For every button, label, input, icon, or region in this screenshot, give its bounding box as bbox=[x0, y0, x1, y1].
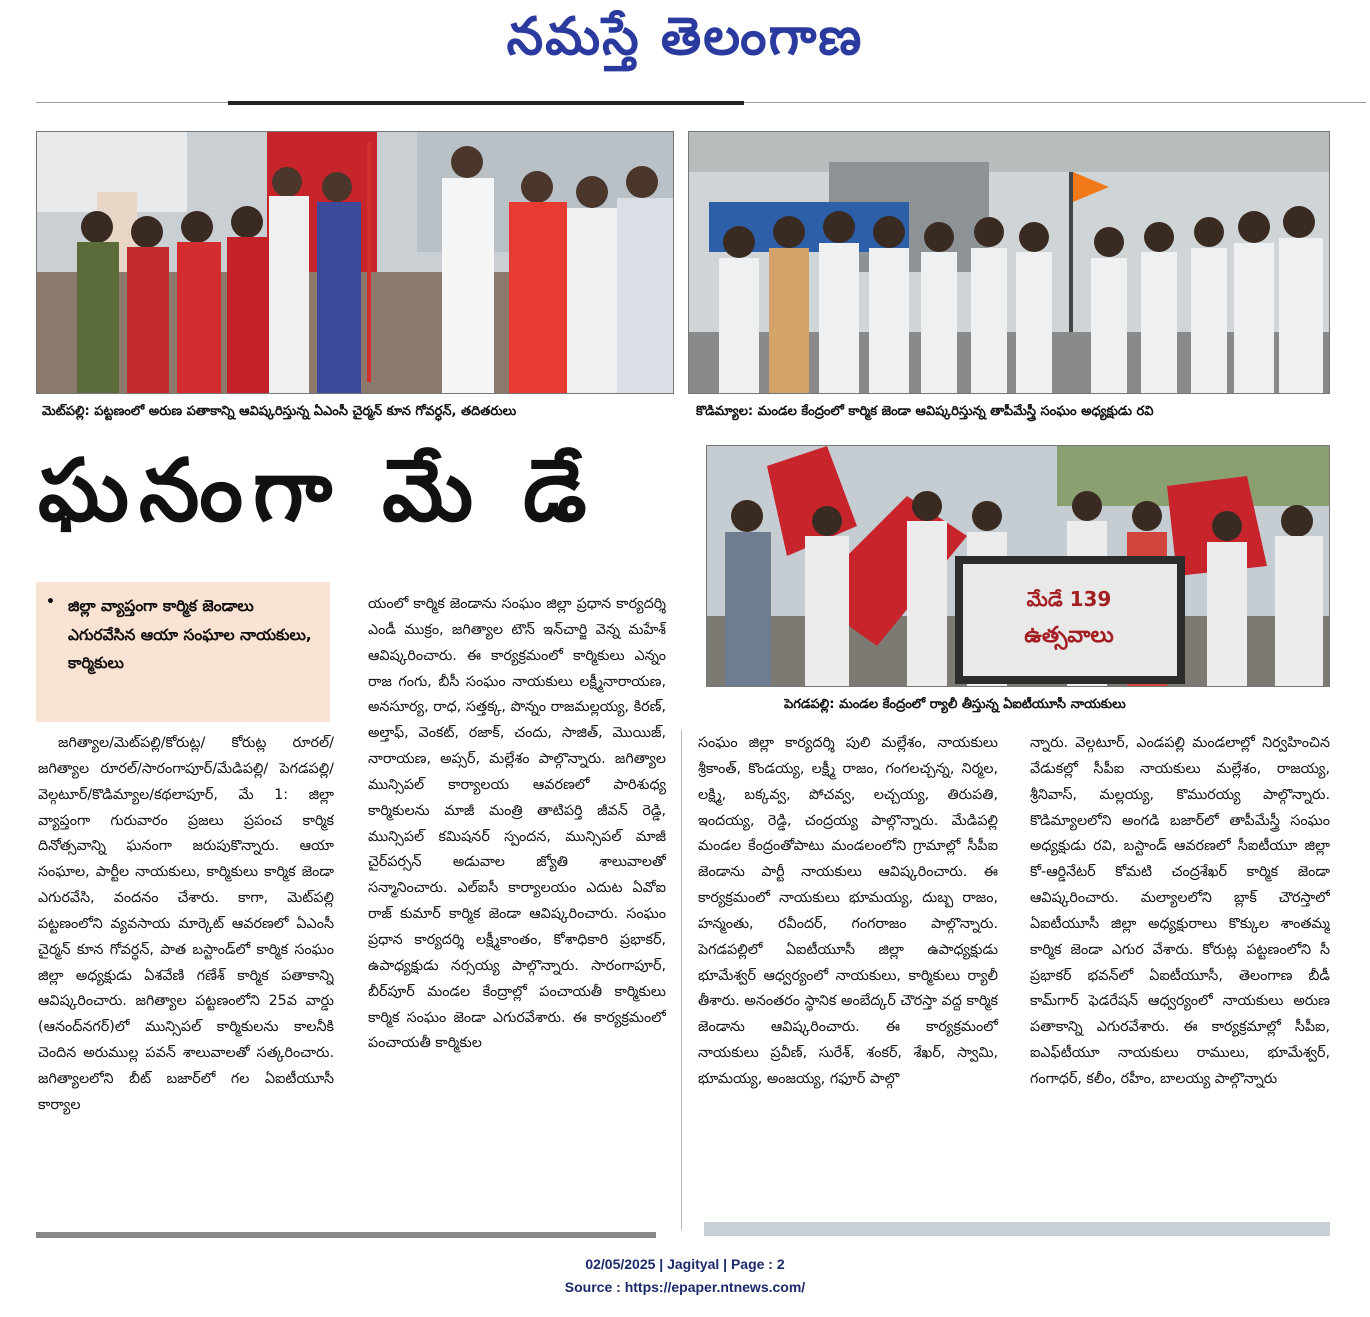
next-photo-strip bbox=[704, 1222, 1330, 1236]
masthead-logo: నమస్తే తెలంగాణ bbox=[506, 6, 864, 67]
caption-kodimyala: కొడిమ్యాల: మండల కేంద్రంలో కార్మిక జెండా ఆవిష్కరిస్తున్న తాపీమేస్త్రీ సంఘం అధ్యక్షుడు రవి bbox=[696, 404, 1154, 419]
bullet-icon: • bbox=[46, 594, 55, 610]
article-column-1: జగిత్యాల/మెట్‌పల్లి/కోరుట్ల/ కోరుట్ల రూరల్‌/ జగిత్యాల రూరల్‌/సారంగాపూర్‌/మేడిపల్లి/ పెగడపల్లి/వెల్గటూర్‌/కొడిమ్యాల/కథలాపూర్‌, మే 1: జిల్లా వ్యాప్తంగా గురువారం ప్రజలు ప్రపంచ కార్మిక దినోత్సవాన్ని ఘనంగా జరుపుకొన్నారు. ఆయా సంఘాల, పార్టీల నాయకులు, కార్మికులు కార్మిక జెండా ఎగురవేసి, వందనం చేశారు. కాగా, మెట్‌పల్లి పట్టణంలోని వ్యవసాయ మార్కెట్‌ ఆవరణలో ఏఎంసీ చైర్మన్‌ కూన గోవర్ధన్‌, పాత బస్టాండ్‌లో కార్మిక సంఘం జిల్లా అధ్యక్షుడు ఏశవేణి గణేశ్‌ కార్మిక పతాకాన్ని ఆవిష్కరించారు. జగిత్యాల పట్టణంలోని 25వ వార్డు (ఆనంద్‌నగర్‌)లో మున్సిపల్‌ కార్మికులను కాలనీకి చెందిన అరుముల్ల పవన్‌ శాలువాలతో సత్కరించారు. జగిత్యాలలోని బీట్‌ బజార్‌లో గల ఏఐటీయూసీ కార్యాల bbox=[38, 735, 334, 1113]
caption-pegadapalli: పెగడపల్లి: మండల కేంద్రంలో ర్యాలీ తీస్తున్న ఏఐటీయూసీ నాయకులు bbox=[784, 697, 1126, 712]
footer-source: Source : https://epaper.ntnews.com/ bbox=[564, 1279, 806, 1295]
next-article-strip bbox=[36, 1232, 656, 1238]
highlight-text: జిల్లా వ్యాప్తంగా కార్మిక జెండాలు ఎగురవేసిన ఆయా సంఘాల నాయకులు, కార్మికులు bbox=[68, 597, 312, 673]
footer-date-page: 02/05/2025 | Jagityal | Page : 2 bbox=[585, 1256, 785, 1272]
article-column-4: న్నారు. వెల్గటూర్‌, ఎండపల్లి మండలాల్లో నిర్వహించిన వేడుకల్లో సీపీఐ నాయకులు మల్లేశం, రాజయ్య, శ్రీనివాస్‌, మల్లయ్య, కొమురయ్య పాల్గొన్నారు. కొడిమ్యాలలోని అంగడి బజార్‌లో తాపీమేస్త్రీ సంఘం అధ్యక్షుడు రవి, బస్టాండ్‌ ఆవరణలో సీఐటీయూ జిల్లా కో-ఆర్డినేటర్‌ కోమటి చంద్రశేఖర్‌ కార్మిక జెండా ఆవిష్కరించారు. మల్యాలలోని బ్లాక్‌ చౌరస్తాలో ఏఐటీయూసీ జిల్లా అధ్యక్షురాలు కొక్కుల శాంతమ్మ కార్మిక జెండా ఎగుర వేశారు. కోరుట్ల పట్టణంలోని సీ ప్రభాకర్‌ భవన్‌లో ఏఐటీయూసీ, తెలంగాణ బీడీ కామ్‌గార్‌ ఫెడరేషన్‌ ఆధ్వర్యంలో నాయకులు అరుణ పతాకాన్ని ఎగురవేశారు. ఈ కార్యక్రమాల్లో సీపీఐ, ఐఎఫ్‌టీయూ నాయకులు రాములు, భూమేశ్వర్‌, గంగాధర్‌, కలీం, రహీం, బాలయ్య పాల్గొన్నారు bbox=[1030, 735, 1330, 1087]
header-rule-accent bbox=[228, 101, 744, 105]
headline: ఘనంగా మే డే bbox=[38, 441, 597, 541]
column-divider bbox=[681, 730, 682, 1230]
article-column-3: సంఘం జిల్లా కార్యదర్శి పులి మల్లేశం, నాయకులు శ్రీకాంత్‌, కొండయ్య, లక్ష్మీ రాజం, గంగలచ్చన్న, నిర్మల, లక్ష్మి, బక్కవ్వ, పోచవ్వ, లచ్చయ్య, తిరుపతి, ఇందయ్య, రెడ్డి, చంద్రయ్య పాల్గొన్నారు. మేడిపల్లి మండల కేంద్రంతోపాటు మండలంలోని గ్రామాల్లో సీపీఐ జెండాను పార్టీ నాయకులు ఆవిష్కరించారు. ఈ కార్యక్రమంలో నాయకులు భూమయ్య, దుబ్బ రాజం, హన్మంతు, రవీందర్‌, గంగరాజం పాల్గొన్నారు. పెగడపల్లిలో ఏఐటీయూసీ జిల్లా ఉపాధ్యక్షుడు భూమేశ్వర్‌ ఆధ్వర్యంలో నాయకులు, కార్మికులు ర్యాలీ తీశారు. అనంతరం స్థానిక అంబేద్కర్‌ చౌరస్తా వద్ద కార్మిక జెండాను ఆవిష్కరించారు. ఈ కార్యక్రమంలో నాయకులు ప్రవీణ్‌, సురేశ్‌, శంకర్‌, శేఖర్‌, స్వామి, భూమయ్య, అంజయ్య, గఫూర్‌ పాల్గొ bbox=[698, 735, 998, 1087]
banner-line2: ఉత్సవాలు bbox=[1024, 623, 1114, 648]
highlight-box bbox=[36, 582, 330, 722]
article-column-2: యంలో కార్మిక జెండాను సంఘం జిల్లా ప్రధాన కార్యదర్శి ఎండీ ముక్రం, జగిత్యాల టౌన్‌ ఇన్‌చార్జి వెన్న మహేశ్‌ ఆవిష్కరించారు. ఈ కార్యక్రమంలో కార్మికులు ఎన్నం రాజ గంగు, బీసీ సంఘం నాయకులు లక్ష్మీనారాయణ, అనసూర్య, రాధ, సత్తక్క, పొన్నం రాజమల్లయ్య, కిరణ్‌, అల్తాఫ్‌, వెంకట్‌, రజాక్‌, చందు, సాజిత్‌, మొయిజ్‌, నారాయణ, అప్సర్‌, మల్లేశం పాల్గొన్నారు. జగిత్యాల మున్సిపల్‌ కార్యాలయ ఆవరణలో పారిశుధ్య కార్మికులను మాజీ మంత్రి తాటిపర్తి జీవన్‌ రెడ్డి, మున్సిపల్‌ కమిషనర్‌ స్పందన, మున్సిపల్‌ మాజీ చైర్‌పర్సన్‌ అడువాల జ్యోతి శాలువాలతో సన్మానించారు. ఎల్‌ఐసీ కార్యాలయం ఎదుట ఏవోఐ రాజ్‌ కుమార్‌ కార్మిక జెండా ఆవిష్కరించారు. సంఘం ప్రధాన కార్యదర్శి లక్ష్మీకాంతం, కోశాధికారి ప్రభాకర్‌, ఉపాధ్యక్షుడు నర్సయ్య పాల్గొన్నారు. సారంగాపూర్‌, బీర్‌పూర్‌ మండల కేంద్రాల్లో పంచాయతీ కార్మికులు కార్మిక సంఘం జెండా ఎగురవేశారు. ఈ కార్యక్రమంలో పంచాయతీ కార్మికుల bbox=[368, 596, 666, 1052]
caption-metpally: మెట్‌పల్లి: పట్టణంలో అరుణ పతాకాన్ని ఆవిష్కరిస్తున్న ఏఎంసీ చైర్మన్‌ కూన గోవర్ధన్‌, తదితరులు bbox=[42, 404, 517, 419]
rally-photo-metpally bbox=[36, 131, 674, 394]
rally-photo-kodimyala bbox=[688, 131, 1330, 394]
rally-photo-pegadapalli bbox=[706, 445, 1330, 687]
banner-line1: మేడే 139 bbox=[1026, 587, 1112, 611]
